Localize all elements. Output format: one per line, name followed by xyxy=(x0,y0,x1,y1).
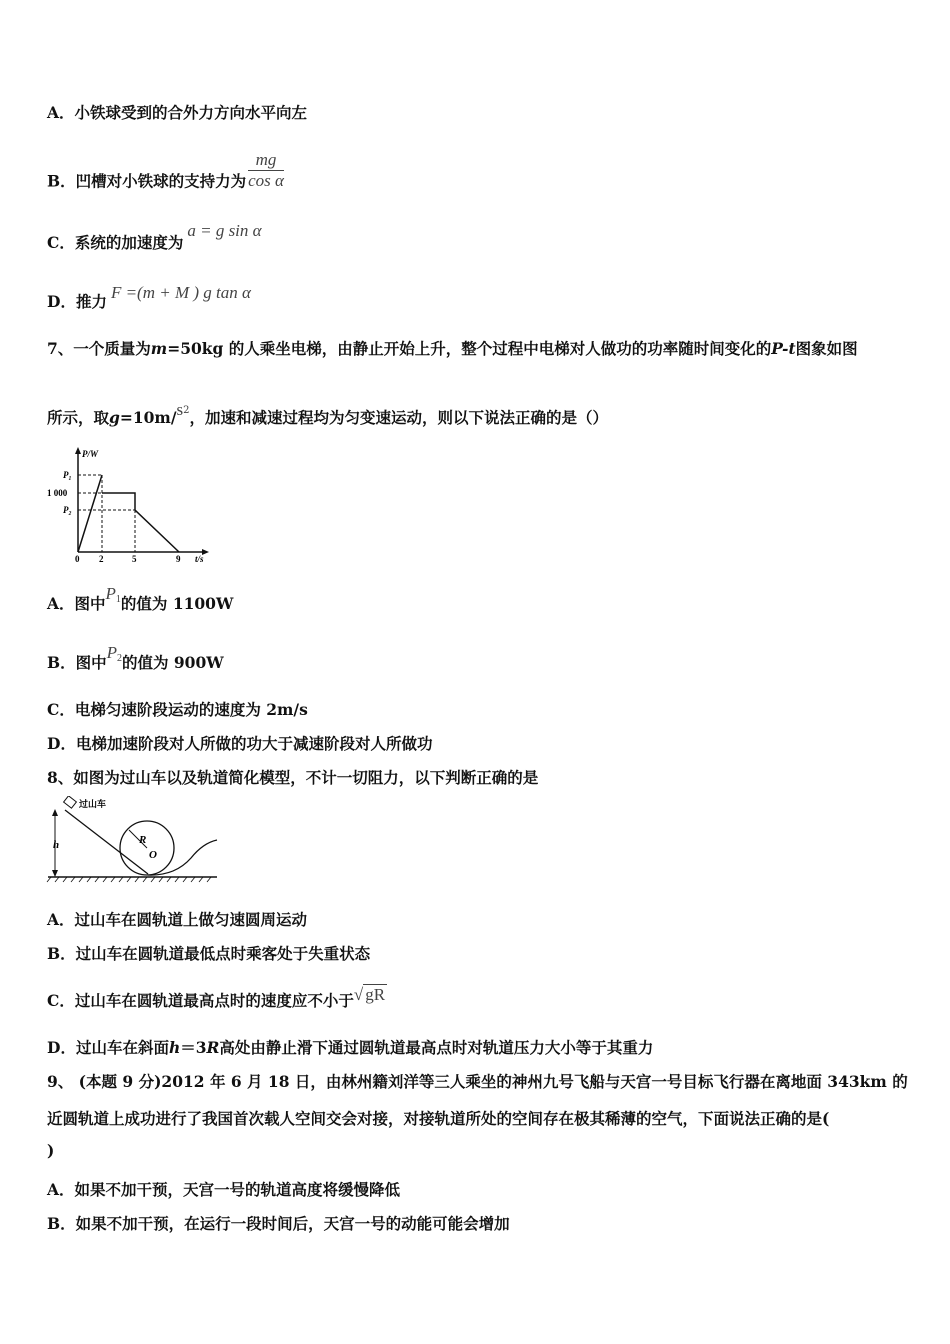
q7-option-b-subscript: 2 xyxy=(117,653,122,664)
q7-option-d: D．电梯加速阶段对人所做的功大于减速阶段对人所做功 xyxy=(47,734,433,753)
q8-exit-track xyxy=(148,840,217,875)
q7-graph-label-p2: P₂ xyxy=(63,505,72,515)
q8-height-arrow-up xyxy=(52,809,58,816)
q7-stem-line-1 xyxy=(47,339,858,359)
q7-stem-text: =10m/ xyxy=(119,408,177,427)
q7-option-a-text: 的值为 1100W xyxy=(120,594,234,613)
q7-option-a xyxy=(47,584,234,620)
q7-graph-y-label: P/W xyxy=(82,449,99,459)
q7-g-symbol: g xyxy=(109,408,120,427)
q8-option-a: A．过山车在圆轨道上做匀速圆周运动 xyxy=(47,910,308,929)
q7-graph-tick-2: 2 xyxy=(99,554,104,562)
q6-option-b-text: B．凹槽对小铁球的支持力为 xyxy=(47,171,247,191)
q7-graph-y-arrow xyxy=(75,447,81,454)
q7-option-b-text: B．图中 xyxy=(47,653,107,672)
q7-graph-tick-9: 9 xyxy=(176,554,181,562)
q7-option-a-symbol: P xyxy=(105,584,116,603)
q8-stem: 8、如图为过山车以及轨道简化模型，不计一切阻力，以下判断正确的是 xyxy=(47,768,539,787)
q7-option-c: C．电梯匀速阶段运动的速度为 2m/s xyxy=(47,700,308,719)
q8-h-label: h xyxy=(53,839,60,851)
q7-unit-s: s xyxy=(176,400,184,419)
q8-option-d-r: R xyxy=(206,1038,220,1057)
q8-option-d-text: ＝3 xyxy=(180,1038,207,1057)
q8-option-d-h: h xyxy=(168,1038,181,1057)
q7-option-b-text: 的值为 900W xyxy=(122,653,224,672)
q9-stem-line-2: 近圆轨道上成功进行了我国首次载人空间交会对接，对接轨道所处的空间存在极其稀薄的空气，下面说法正确的是( xyxy=(47,1109,830,1128)
q8-option-d-text: 高处由静止滑下通过圆轨道最高点时对轨道压力大小等于其重力 xyxy=(219,1038,654,1057)
q7-graph-x-label: t/s xyxy=(195,554,204,562)
q6-option-d-formula: F =(m + M ) g tan α xyxy=(110,283,251,302)
q7-graph-label-1000: 1 000 xyxy=(47,488,68,498)
q8-height-arrow-down xyxy=(52,870,58,877)
q7-graph-accel-line xyxy=(78,475,102,552)
q6-option-d xyxy=(47,283,251,312)
q7-option-b xyxy=(47,643,224,679)
q7-unit-exponent: 2 xyxy=(183,405,190,416)
q8-option-d-text: D．过山车在斜面 xyxy=(47,1038,169,1057)
q6-option-d-text: D．推力 xyxy=(47,292,107,311)
q7-graph-label-p1: P₁ xyxy=(63,470,72,480)
q8-o-label: O xyxy=(149,849,157,861)
q7-pt-symbol: P-t xyxy=(771,339,796,358)
q7-mass-symbol: m xyxy=(150,339,168,358)
q6-option-c-formula: a = g sin α xyxy=(187,221,262,240)
q7-stem-text: ，加速和减速过程均为匀变速运动，则以下说法正确的是（） xyxy=(189,408,608,427)
q8-option-c-sqrt: √ gR xyxy=(353,985,386,1004)
q8-car xyxy=(64,796,77,808)
q9-option-a: A．如果不加干预，天宫一号的轨道高度将缓慢降低 xyxy=(47,1180,401,1199)
q8-option-c-radicand: gR xyxy=(365,985,386,1004)
q7-graph-tick-5: 5 xyxy=(132,554,137,562)
q7-stem-text: 图象如图 xyxy=(795,339,858,358)
q8-roller-coaster-diagram xyxy=(45,796,223,886)
q6-option-b xyxy=(47,150,284,203)
q7-option-b-symbol: P xyxy=(106,643,117,662)
q7-stem-line-2 xyxy=(47,401,608,428)
q8-option-d xyxy=(47,1038,653,1058)
q7-stem-text: =50kg 的人乘坐电梯，由静止开始上升，整个过程中电梯对人做功的功率随时间变化的 xyxy=(167,339,772,358)
q7-option-a-text: A．图中 xyxy=(47,594,106,613)
q9-stem-line-1: 9、 (本题 9 分)2012 年 6 月 18 日，由林州籍刘洋等三人乘坐的神州九号飞船与天宫一号目标飞行器在离地面 343km 的 xyxy=(47,1072,908,1091)
q8-option-c-text: C．过山车在圆轨道最高点时的速度应不小于 xyxy=(47,991,354,1010)
q7-graph-power-line xyxy=(102,493,179,552)
q8-r-label: R xyxy=(139,834,147,846)
q6-option-c-text: C．系统的加速度为 xyxy=(47,233,184,252)
q7-stem-text: 7、一个质量为 xyxy=(47,339,151,358)
q6-option-b-fraction xyxy=(248,150,284,191)
q6-option-b-denominator: cos α xyxy=(248,171,284,190)
q6-option-c xyxy=(47,221,262,253)
q8-option-b: B．过山车在圆轨道最低点时乘客处于失重状态 xyxy=(47,944,371,963)
q8-car-label: 过山车 xyxy=(79,799,107,809)
q6-option-b-numerator: mg xyxy=(248,150,284,171)
q8-incline xyxy=(65,810,148,874)
q9-stem-line-3: ) xyxy=(47,1141,55,1160)
q7-pt-graph xyxy=(45,444,215,562)
q7-graph-tick-0: 0 xyxy=(75,554,80,562)
q8-option-c xyxy=(47,985,387,1011)
q7-option-a-subscript: 1 xyxy=(115,594,121,605)
q6-option-a: A．小铁球受到的合外力方向水平向左 xyxy=(47,103,308,122)
q9-option-b: B．如果不加干预，在运行一段时间后，天宫一号的动能可能会增加 xyxy=(47,1214,510,1233)
q7-stem-text: 所示，取 xyxy=(47,408,110,427)
